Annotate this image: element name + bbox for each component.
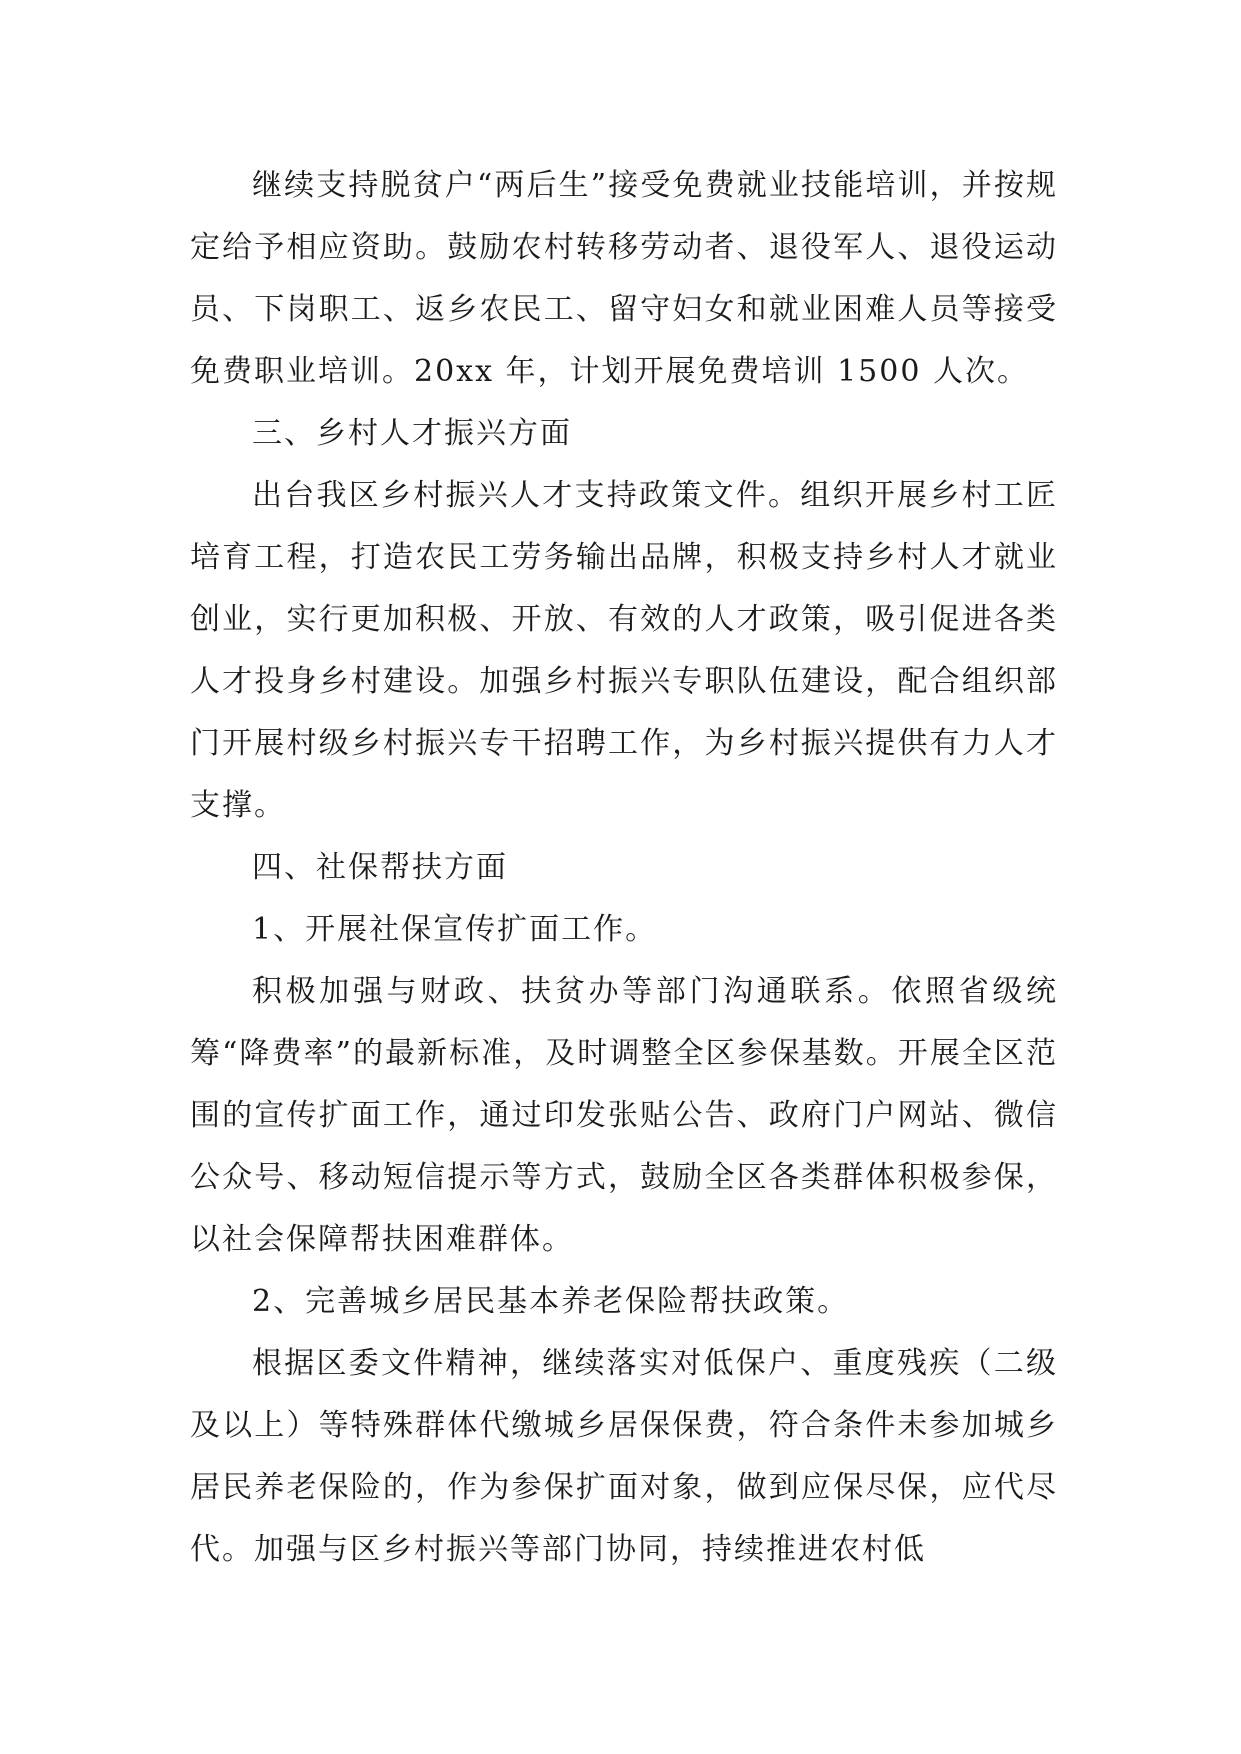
heading-social-security: 四、社保帮扶方面	[252, 850, 508, 885]
subheading-publicity: 1、开展社保宣传扩面工作。	[252, 912, 658, 947]
paragraph-rural-talent: 出台我区乡村振兴人才支持政策文件。组织开展乡村工匠培育工程，打造农民工劳务输出品牌，积极支持乡村人才就业创业，实行更加积极、开放、有效的人才政策，吸引促进各类人才投身乡村建设。加强乡村振兴专职队伍建设，配合组织部门开展村级乡村振兴专干招聘工作，为乡村振兴提供有力人才支撑。	[190, 478, 1058, 823]
paragraph-publicity: 积极加强与财政、扶贫办等部门沟通联系。依照省级统筹“降费率”的最新标准，及时调整全区参保基数。开展全区范围的宣传扩面工作，通过印发张贴公告、政府门户网站、微信公众号、移动短信提示等方式，鼓励全区各类群体积极参保，以社会保障帮扶困难群体。	[190, 974, 1058, 1257]
paragraph-training: 继续支持脱贫户“两后生”接受免费就业技能培训，并按规定给予相应资助。鼓励农村转移劳动者、退役军人、退役运动员、下岗职工、返乡农民工、留守妇女和就业困难人员等接受免费职业培训。20xx 年，计划开展免费培训 1500 人次。	[190, 168, 1058, 389]
document-page	[190, 155, 1058, 1581]
paragraph-pension: 根据区委文件精神，继续落实对低保户、重度残疾（二级及以上）等特殊群体代缴城乡居保保费，符合条件未参加城乡居民养老保险的，作为参保扩面对象，做到应保尽保，应代尽代。加强与区乡村振兴等部门协同，持续推进农村低	[190, 1346, 1058, 1567]
subheading-pension: 2、完善城乡居民基本养老保险帮扶政策。	[252, 1284, 850, 1319]
heading-rural-talent: 三、乡村人才振兴方面	[252, 416, 572, 451]
